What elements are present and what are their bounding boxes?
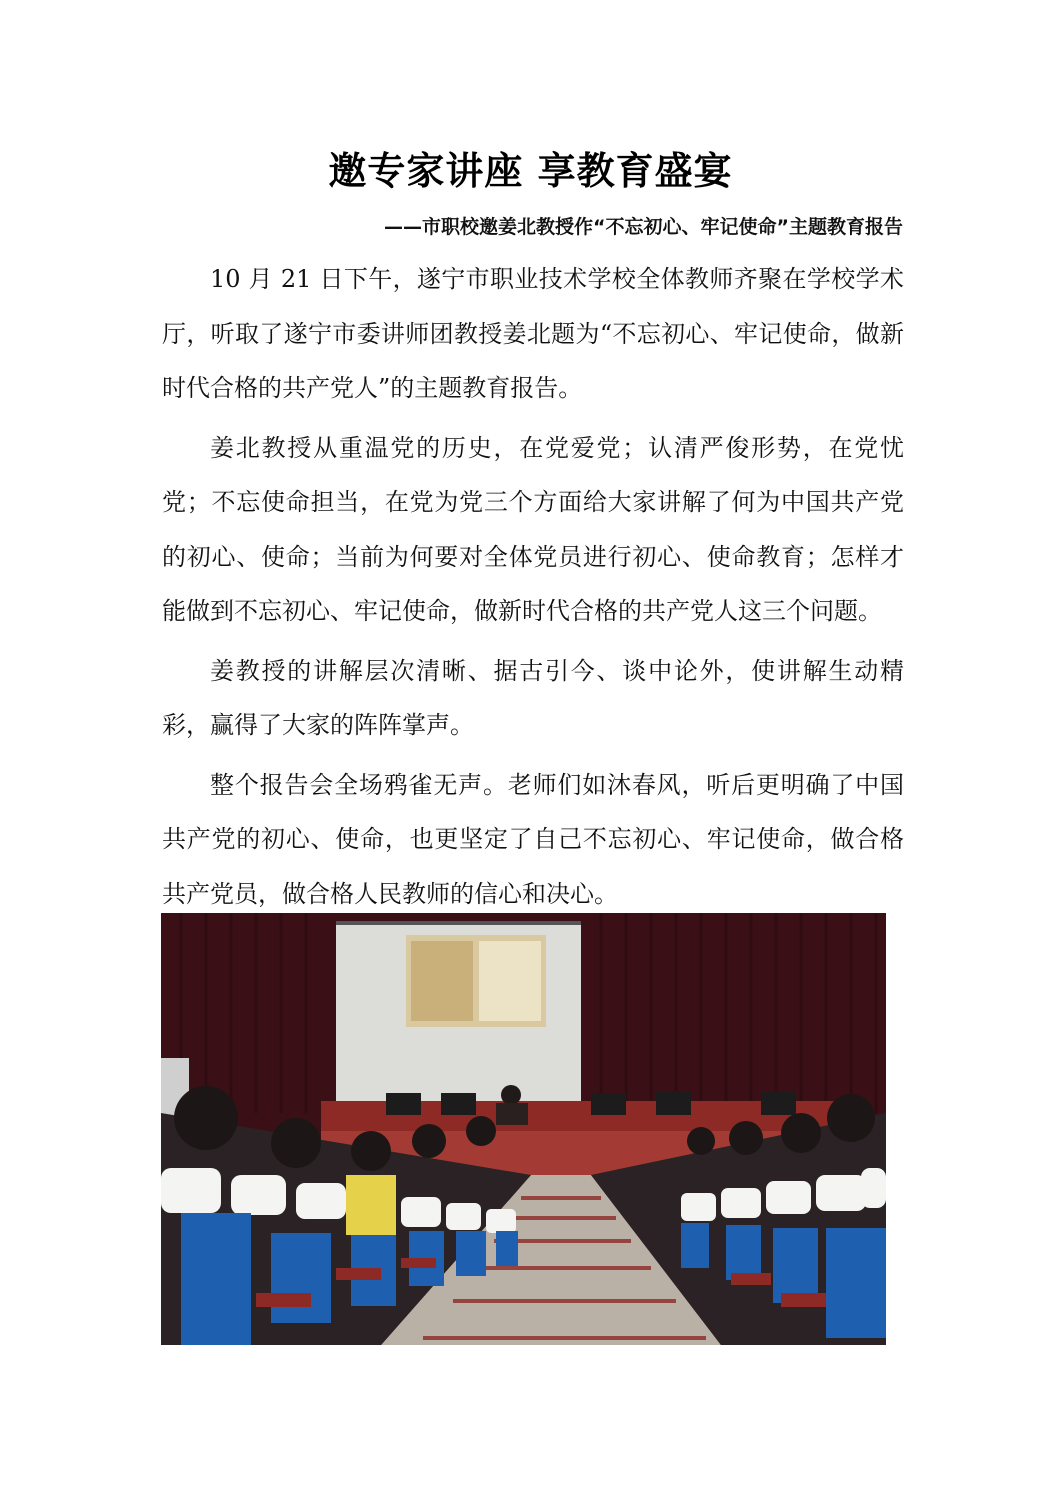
paragraph: 10 月 21 日下午，遂宁市职业技术学校全体教师齐聚在学校学术厅，听取了遂宁市委讲师团教授姜北题为“不忘初心、牢记使命，做新时代合格的共产党人”的主题教育报告。 (162, 265, 904, 402)
article-body (162, 252, 904, 926)
paragraph: 整个报告会全场鸦雀无声。老师们如沐春风，听后更明确了中国共产党的初心、使命，也更坚定了自己不忘初心、牢记使命，做合格共产党员，做合格人民教师的信心和决心。 (162, 770, 904, 908)
page-title: 邀专家讲座 享教育盛宴 (328, 148, 733, 193)
lecture-hall-illustration (161, 913, 886, 1345)
lecture-hall-photo (161, 913, 886, 1345)
paragraph: 姜教授的讲解层次清晰、据古引今、谈中论外，使讲解生动精彩，赢得了大家的阵阵掌声。 (162, 656, 904, 739)
paragraph: 姜北教授从重温党的历史，在党爱党；认清严俊形势，在党忧党；不忘使命担当，在党为党三个方面给大家讲解了何为中国共产党的初心、使命；当前为何要对全体党员进行初心、使命教育；怎样才能做到不忘初心、牢记使命，做新时代合格的共产党人这三个问题。 (162, 433, 904, 625)
page-subtitle: ——市职校邀姜北教授作“不忘初心、牢记使命”主题教育报告 (384, 216, 903, 238)
